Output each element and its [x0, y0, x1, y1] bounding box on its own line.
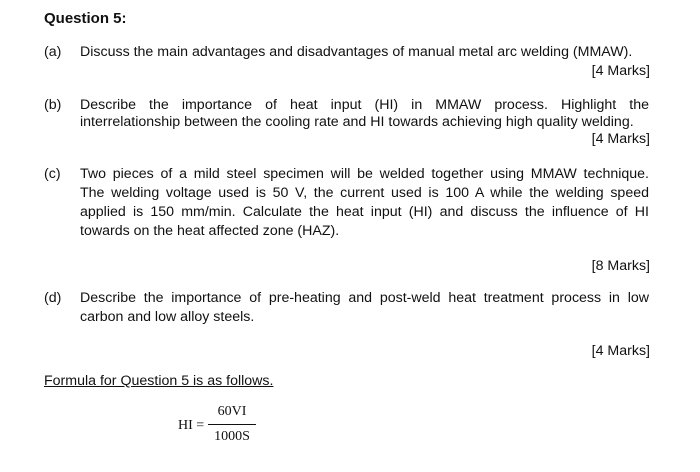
part-c-marks: [8 Marks]	[591, 258, 650, 274]
part-a-label: (a)	[44, 44, 62, 60]
part-b-marks: [4 Marks]	[591, 131, 650, 147]
part-a-marks: [4 Marks]	[591, 63, 650, 79]
part-d-label: (d)	[44, 290, 62, 306]
question-title: Question 5:	[44, 10, 127, 27]
part-c-line-1: Two pieces of a mild steel specimen will be welded together using MMAW technique.	[80, 166, 649, 182]
part-d-marks: [4 Marks]	[591, 343, 650, 359]
part-c-line-4: towards on the heat affected zone (HAZ).	[80, 223, 340, 239]
part-b-label: (b)	[44, 97, 62, 113]
part-c-line-3: applied is 150 mm/min. Calculate the heat input (HI) and discuss the influence of HI	[80, 204, 649, 220]
formula-fraction	[208, 404, 256, 445]
formula-numerator: 60VI	[217, 404, 247, 419]
part-d-line-2: carbon and low alloy steels.	[80, 309, 255, 325]
part-a-line-1: Discuss the main advantages and disadvantages of manual metal arc welding (MMAW).	[80, 44, 633, 60]
formula-denominator: 1000S	[214, 429, 250, 444]
formula-lhs: HI =	[178, 418, 205, 433]
part-d-line-1: Describe the importance of pre-heating and post-weld heat treatment process in low	[80, 290, 649, 306]
part-c-label: (c)	[44, 166, 61, 182]
part-b-line-1: Describe the importance of heat input (HI) in MMAW process. Highlight the	[80, 97, 649, 113]
part-c-line-2: The welding voltage used is 50 V, the current used is 100 A while the welding speed	[80, 185, 649, 201]
formula-title: Formula for Question 5 is as follows.	[44, 373, 274, 389]
part-b-line-2: interrelationship between the cooling rate and HI towards achieving high quality welding.	[80, 114, 634, 130]
